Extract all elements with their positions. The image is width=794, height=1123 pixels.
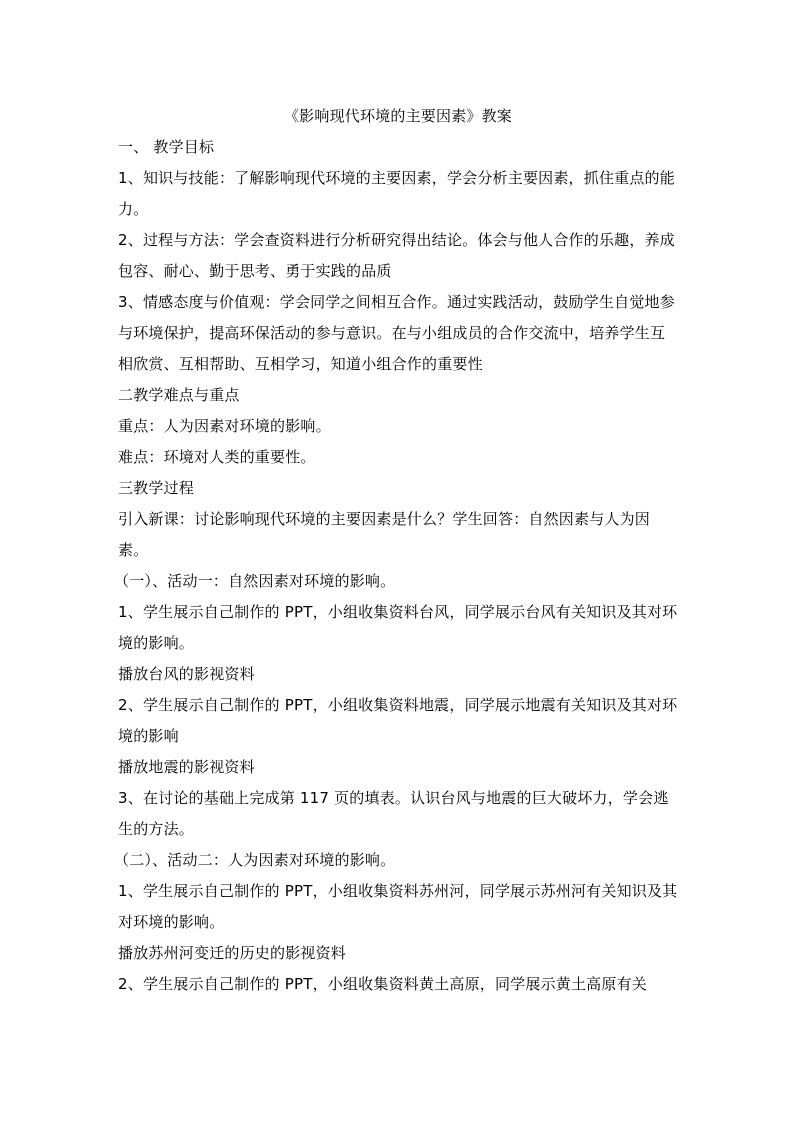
activity-one-video-typhoon: 播放台风的影视资料 bbox=[118, 665, 255, 683]
activity-one-step-1: 1、学生展示自己制作的 PPT，小组收集资料台风，同学展示台风有关知识及其对环境的影响。 bbox=[118, 603, 678, 652]
difficult-point: 难点：环境对人类的重要性。 bbox=[118, 448, 316, 466]
lesson-introduction: 引入新课：讨论影响现代环境的主要因素是什么？学生回答：自然因素与人为因素。 bbox=[118, 510, 651, 559]
document-title: 《影响现代环境的主要因素》教案 bbox=[283, 107, 512, 125]
document-body bbox=[114, 101, 678, 1000]
activity-one-step-2: 2、学生展示自己制作的 PPT，小组收集资料地震，同学展示地震有关知识及其对环境的影响 bbox=[118, 696, 678, 745]
activity-one-video-earthquake: 播放地震的影视资料 bbox=[118, 758, 255, 776]
objective-emotion-values: 3、情感态度与价值观：学会同学之间相互合作。通过实践活动，鼓励学生自觉地参与环境保护，提高环保活动的参与意识。在与小组成员的合作交流中，培养学生互相欣赏、互相帮助、互相学习，知道小组合作的重要性 bbox=[118, 293, 675, 373]
activity-two-step-2: 2、学生展示自己制作的 PPT，小组收集资料黄土高原，同学展示黄土高原有关 bbox=[118, 975, 647, 993]
objective-knowledge-skills: 1、知识与技能：了解影响现代环境的主要因素，学会分析主要因素，抓住重点的能力。 bbox=[118, 169, 675, 218]
activity-one-step-3: 3、在讨论的基础上完成第 117 页的填表。认识台风与地震的巨大破坏力，学会逃生的方法。 bbox=[118, 789, 669, 838]
section-heading-difficulties: 二教学难点与重点 bbox=[118, 386, 240, 404]
section-heading-process: 三教学过程 bbox=[118, 479, 195, 497]
objective-process-methods: 2、过程与方法：学会查资料进行分析研究得出结论。体会与他人合作的乐趣，养成包容、耐心、勤于思考、勇于实践的品质 bbox=[118, 231, 675, 280]
section-heading-objectives: 一、 教学目标 bbox=[118, 138, 215, 156]
key-point: 重点：人为因素对环境的影响。 bbox=[118, 417, 331, 435]
activity-two-step-1: 1、学生展示自己制作的 PPT，小组收集资料苏州河，同学展示苏州河有关知识及其对环境的影响。 bbox=[118, 882, 678, 931]
activity-two-video-suzhou-river: 播放苏州河变迁的历史的影视资料 bbox=[118, 944, 347, 962]
activity-two-heading: （二）、活动二：人为因素对环境的影响。 bbox=[114, 851, 396, 869]
activity-one-heading: （一）、活动一：自然因素对环境的影响。 bbox=[114, 572, 396, 590]
